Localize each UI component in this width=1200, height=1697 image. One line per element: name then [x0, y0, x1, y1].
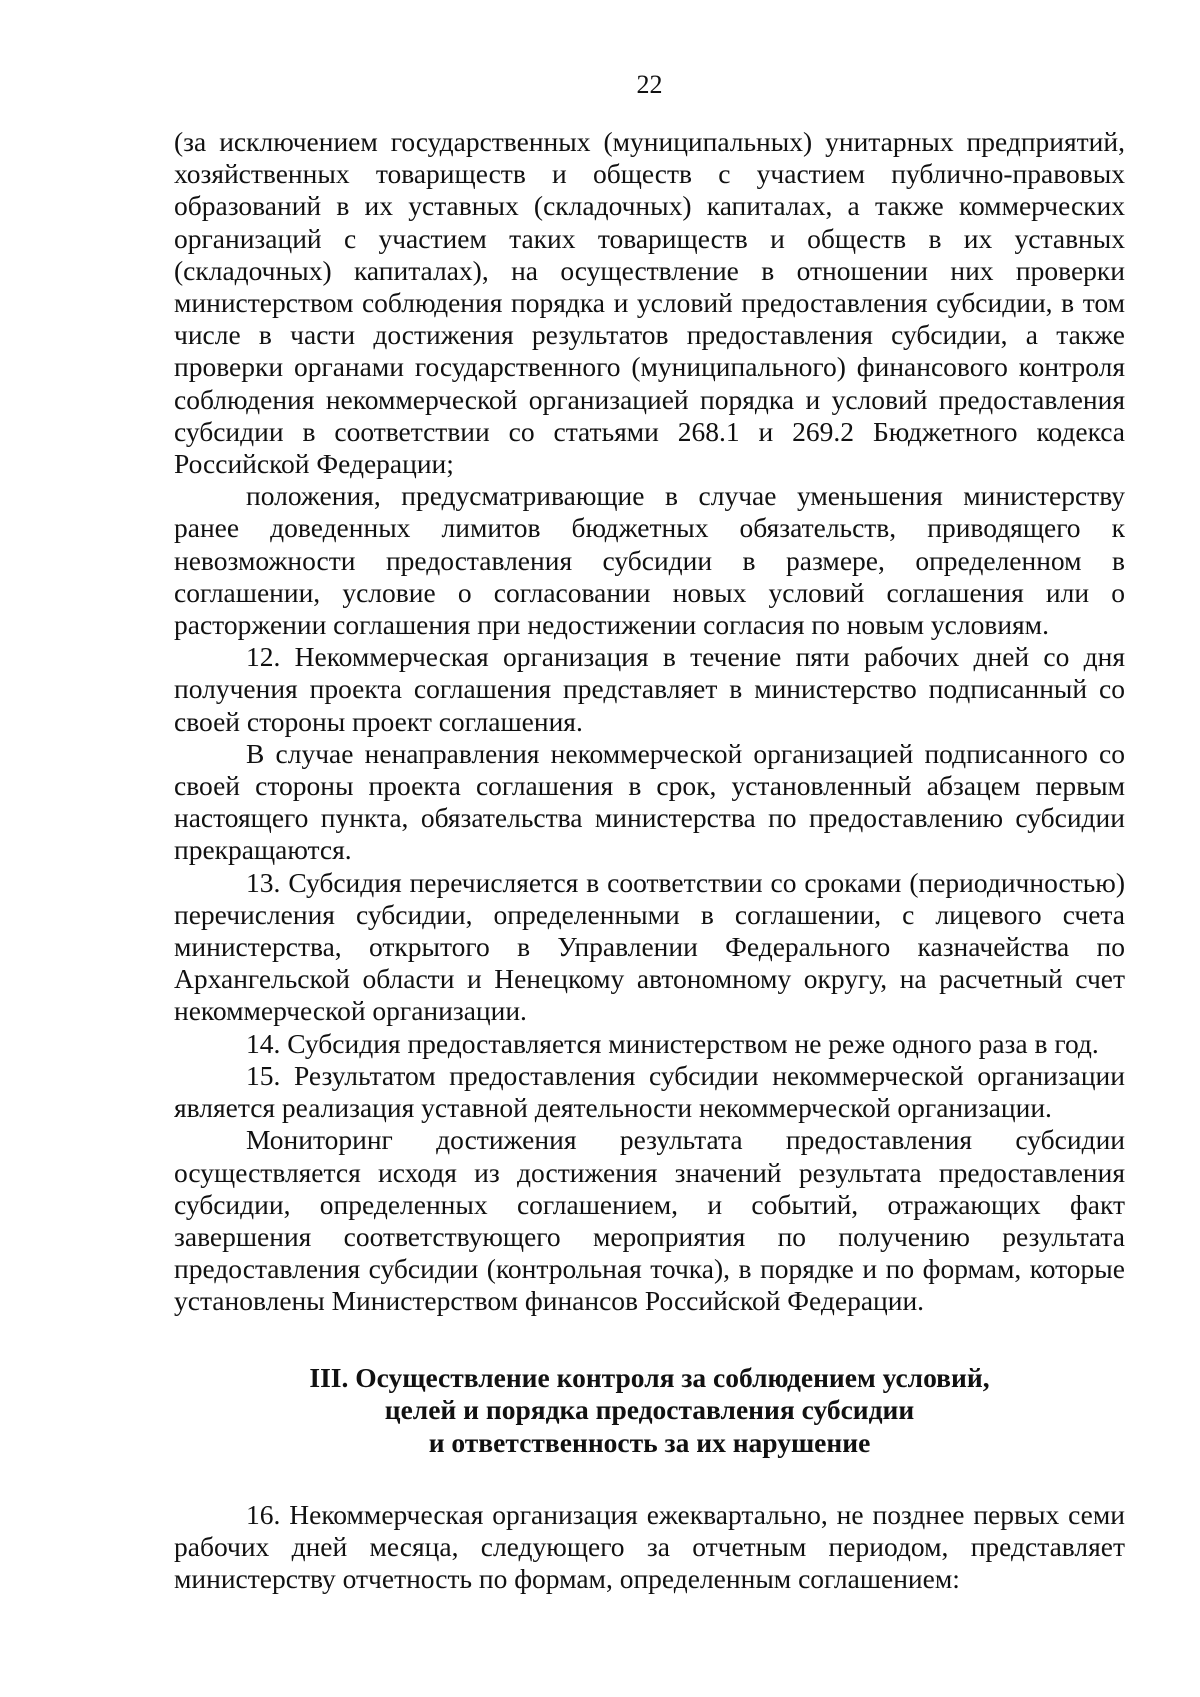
- paragraph-item-12: 12. Некоммерческая организация в течение пяти рабочих дней со дня получения проекта соглашения представляет в министерство подписанный со своей стороны проект соглашения.: [174, 641, 1125, 737]
- paragraph-continuation: (за исключением государственных (муниципальных) унитарных предприятий, хозяйственных товариществ и обществ с участием публично-правовых образований в их уставных (складочных) капиталах, а также коммерческих организаций с участием таких товариществ и обществ в их уставных (складочных) капиталах), на осуществление в отношении них проверки министерством соблюдения порядка и условий предоставления субсидии, в том числе в части достижения результатов предоставления субсидии, а также проверки органами государственного (муниципального) финансового контроля соблюдения некоммерческой организацией порядка и условий предоставления субсидии в соответствии со статьями 268.1 и 269.2 Бюджетного кодекса Российской Федерации;: [174, 126, 1125, 480]
- paragraph-non-submission: В случае ненаправления некоммерческой организацией подписанного со своей стороны проекта соглашения в срок, установленный абзацем первым настоящего пункта, обязательства министерства по предоставлению субсидии прекращаются.: [174, 737, 1125, 866]
- paragraph-item-16: 16. Некоммерческая организация ежеквартально, не позднее первых семи рабочих дней месяца, следующего за отчетным периодом, представляет министерству отчетность по формам, определенным соглашением:: [174, 1499, 1125, 1595]
- paragraph-item-14: 14. Субсидия предоставляется министерством не реже одного раза в год.: [246, 1027, 1099, 1059]
- document-page: [174, 70, 1125, 1596]
- paragraph-budget-limits: положения, предусматривающие в случае уменьшения министерству ранее доведенных лимитов бюджетных обязательств, приводящего к невозможности предоставления субсидии в размере, определенном в соглашении, условие о согласовании новых условий соглашения или о расторжении соглашения при недостижении согласия по новым условиям.: [174, 480, 1125, 641]
- section-heading-line: и ответственность за их нарушение: [428, 1426, 871, 1458]
- paragraph-item-15: 15. Результатом предоставления субсидии некоммерческой организации является реализация уставной деятельности некоммерческой организации.: [174, 1059, 1125, 1124]
- section-heading-line: III. Осуществление контроля за соблюдением условий,: [309, 1361, 990, 1393]
- page-number: 22: [636, 70, 663, 99]
- section-heading-line: целей и порядка предоставления субсидии: [384, 1394, 915, 1426]
- paragraph-item-13: 13. Субсидия перечисляется в соответствии со сроками (периодичностью) перечисления субсидии, определенными в соглашении, с лицевого счета министерства, открытого в Управлении Федерального казначейства по Архангельской области и Ненецкому автономному округу, на расчетный счет некоммерческой организации.: [174, 866, 1125, 1027]
- section-heading: [174, 1362, 1125, 1460]
- paragraph-monitoring: Мониторинг достижения результата предоставления субсидии осуществляется исходя из достижения значений результата предоставления субсидии, определенных соглашением, и событий, отражающих факт завершения соответствующего мероприятия по получению результата предоставления субсидии (контрольная точка), в порядке и по формам, которые установлены Министерством финансов Российской Федерации.: [174, 1124, 1125, 1317]
